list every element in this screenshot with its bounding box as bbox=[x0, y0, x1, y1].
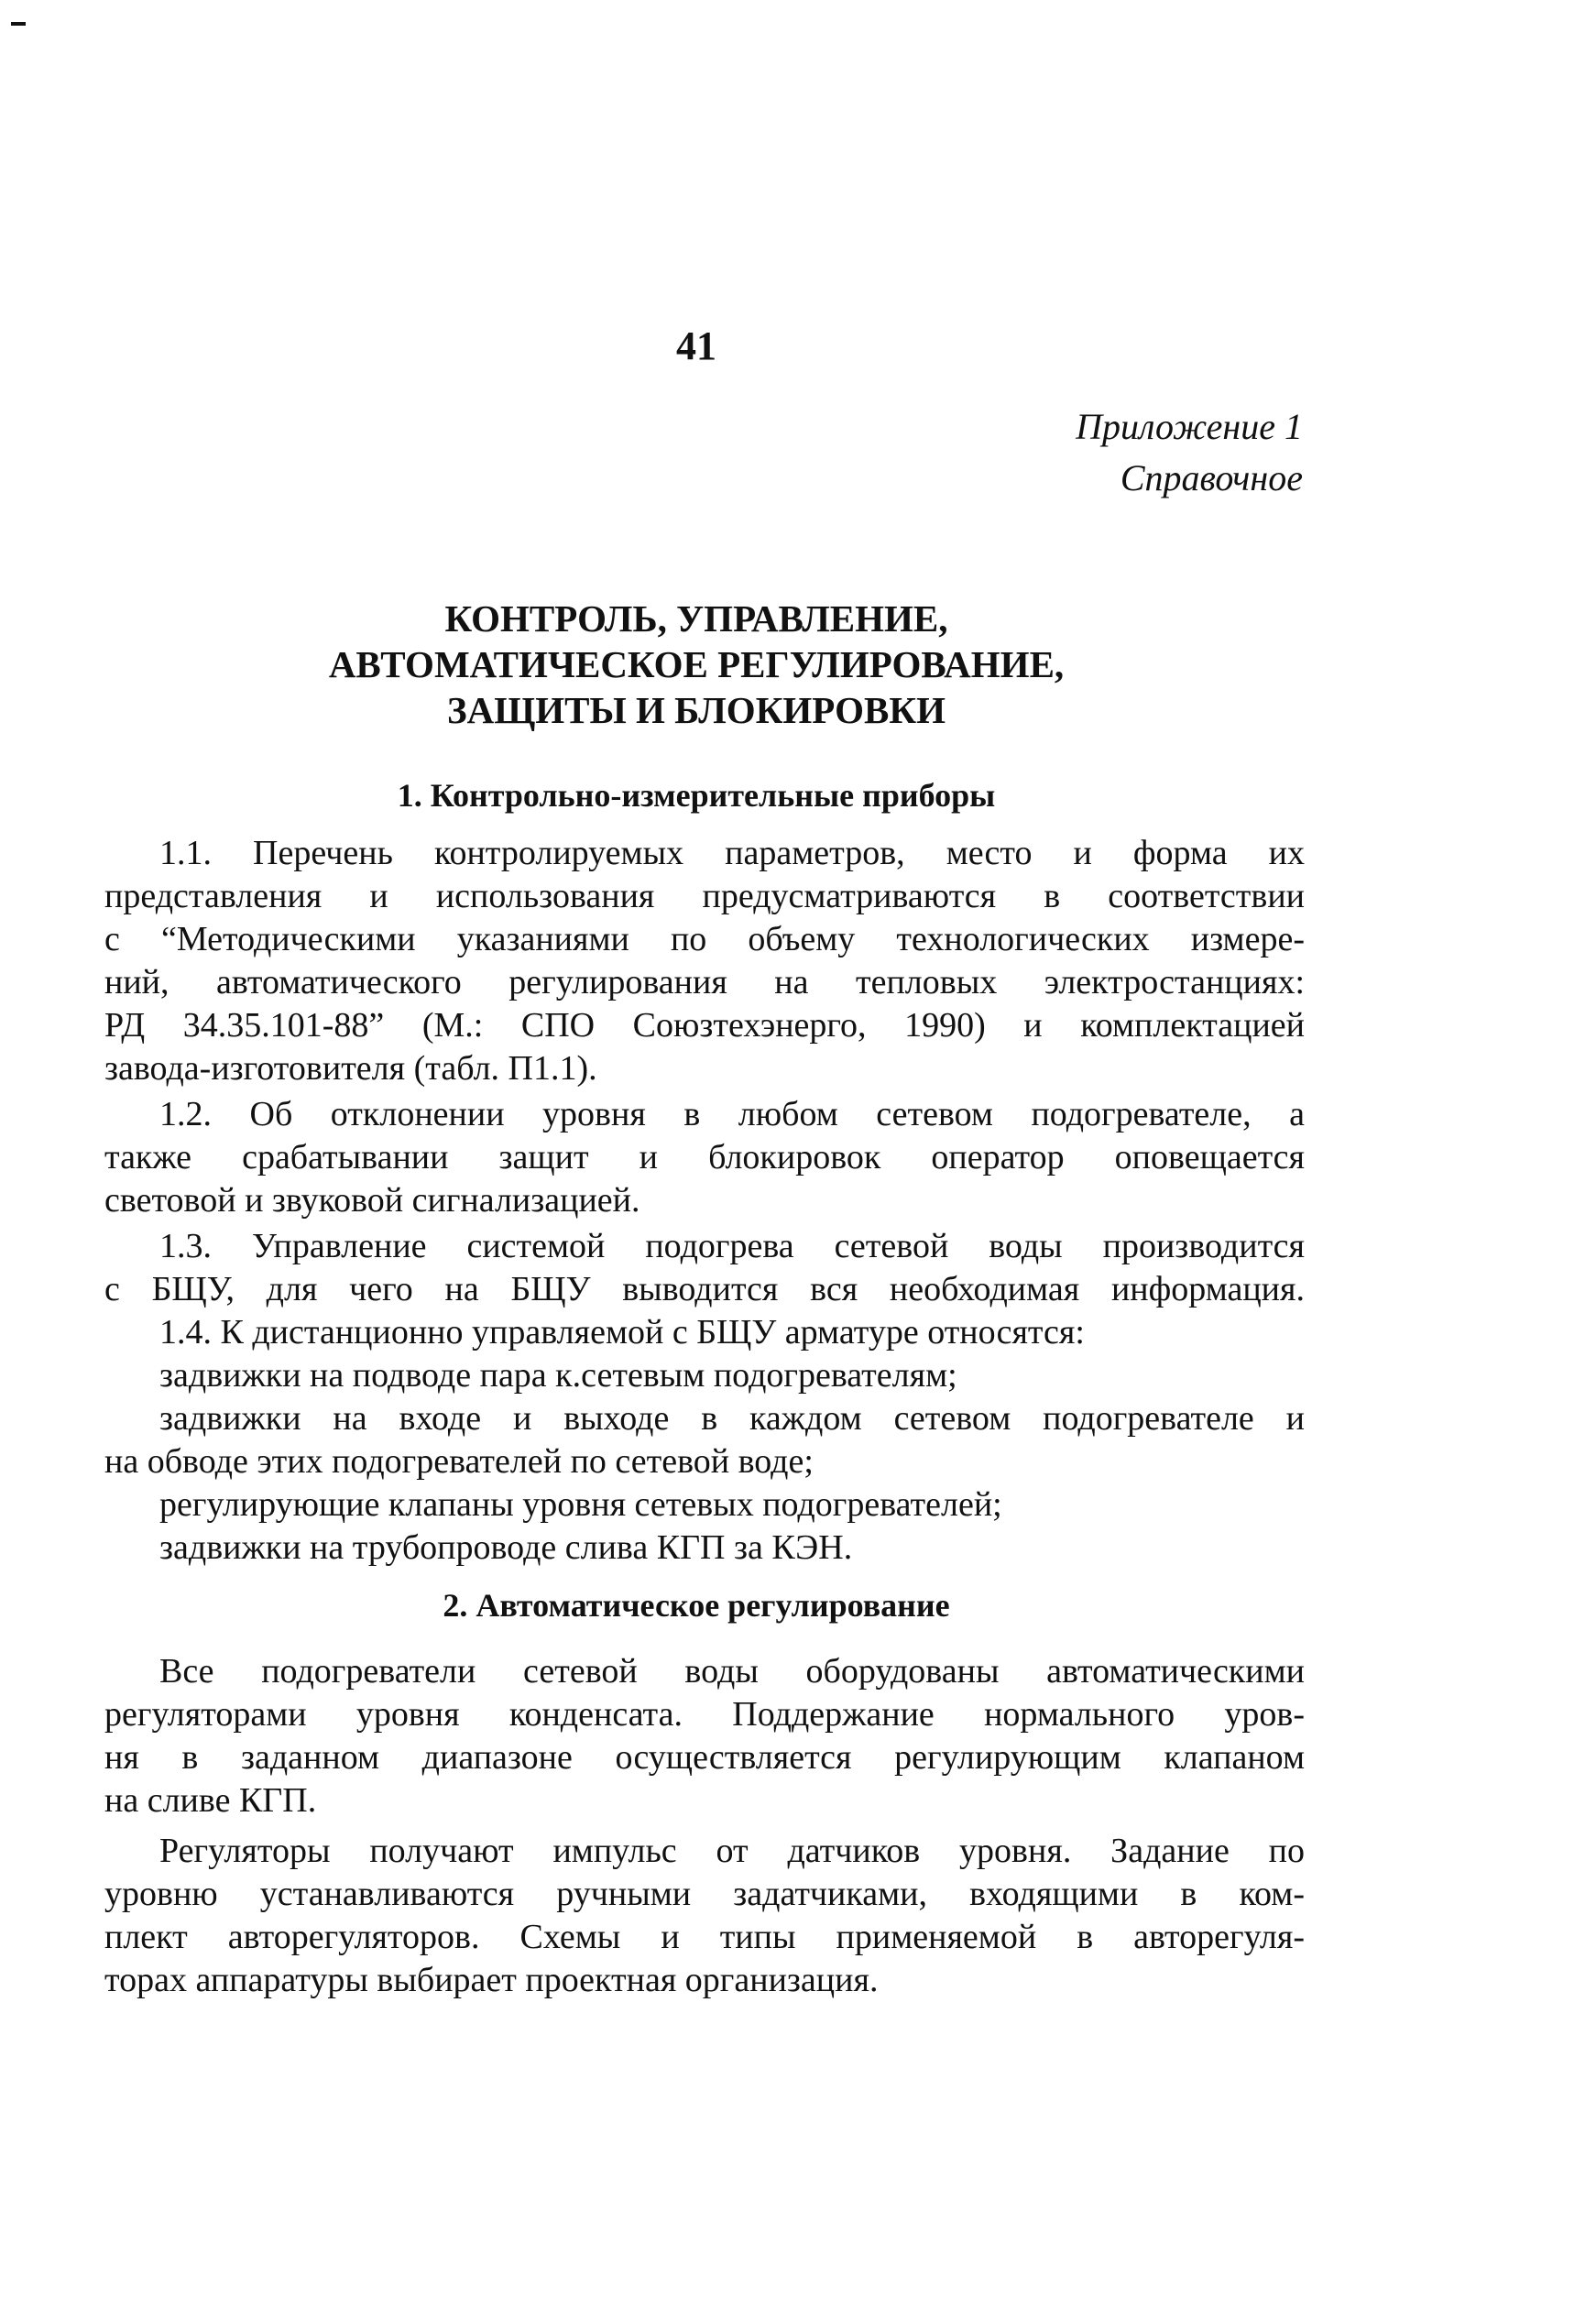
text-line: торах аппаратуры выбирает проектная организация. bbox=[104, 1961, 879, 1999]
section-2-body bbox=[104, 1650, 1305, 2002]
text-line: РД 34.35.101-88” (М.: СПО Союзтехэнерго, 1990) и комплектацией bbox=[104, 1006, 1305, 1045]
text-line: 1.1. Перечень контролируемых параметров, место и форма их bbox=[159, 834, 1305, 872]
list-item bbox=[104, 1483, 1305, 1527]
page-number: 41 bbox=[676, 323, 716, 368]
paragraph-1-3 bbox=[104, 1225, 1305, 1311]
list-item bbox=[104, 1354, 1305, 1397]
paragraph-1-1 bbox=[104, 832, 1305, 1090]
paragraph-2-2 bbox=[104, 1830, 1305, 2002]
text-line: завода-изготовителя (табл. П1.1). bbox=[104, 1049, 597, 1088]
appendix-label bbox=[1076, 401, 1303, 504]
main-title bbox=[0, 596, 1393, 733]
text-line: регулирующие клапаны уровня сетевых подогревателей; bbox=[159, 1485, 1002, 1524]
text-line: Регуляторы получают импульс от датчиков уровня. Задание по bbox=[159, 1832, 1305, 1870]
section-heading: 2. Автоматическое регулирование bbox=[443, 1587, 950, 1624]
section-heading: 1. Контрольно-измерительные приборы bbox=[397, 777, 996, 814]
section-1-body bbox=[104, 832, 1305, 1570]
text-line: с БЩУ, для чего на БЩУ выводится вся необходимая информация. bbox=[104, 1270, 1305, 1308]
text-line: уровню устанавливаются ручными задатчиками, входящими в ком- bbox=[104, 1875, 1305, 1913]
title-line: КОНТРОЛЬ, УПРАВЛЕНИЕ, bbox=[444, 597, 948, 640]
text-line: плект авторегуляторов. Схемы и типы применяемой в авторегуля- bbox=[104, 1918, 1305, 1956]
paragraph-2-1 bbox=[104, 1650, 1305, 1822]
text-line: 1.3. Управление системой подогрева сетевой воды производится bbox=[159, 1227, 1305, 1265]
paragraph-1-4 bbox=[104, 1311, 1305, 1354]
text-line: также срабатывании защит и блокировок оператор оповещается bbox=[104, 1138, 1305, 1176]
text-line: задвижки на трубопроводе слива КГП за КЭН. bbox=[159, 1528, 853, 1567]
scan-mark bbox=[11, 22, 26, 26]
text-line: представления и использования предусматриваются в соответствии bbox=[104, 877, 1305, 915]
text-line: регуляторами уровня конденсата. Поддержание нормального уров- bbox=[104, 1695, 1305, 1734]
appendix-number: Приложение 1 bbox=[1076, 406, 1303, 447]
text-line: 1.4. К дистанционно управляемой с БЩУ арматуре относятся: bbox=[159, 1313, 1085, 1351]
text-line: Все подогреватели сетевой воды оборудованы автоматическими bbox=[159, 1652, 1305, 1691]
text-line: на обводе этих подогревателей по сетевой воде; bbox=[104, 1442, 814, 1481]
text-line: ний, автоматического регулирования на тепловых электростанциях: bbox=[104, 963, 1305, 1001]
text-line: 1.2. Об отклонении уровня в любом сетевом подогревателе, а bbox=[159, 1095, 1305, 1133]
title-line: ЗАЩИТЫ И БЛОКИРОВКИ bbox=[447, 689, 946, 731]
list-item bbox=[104, 1527, 1305, 1570]
text-line: световой и звуковой сигнализацией. bbox=[104, 1181, 640, 1220]
text-line: задвижки на подводе пара к.сетевым подогревателям; bbox=[159, 1356, 957, 1395]
text-line: ня в заданном диапазоне осуществляется регулирующим клапаном bbox=[104, 1738, 1305, 1777]
paragraph-1-2 bbox=[104, 1093, 1305, 1222]
list-item bbox=[104, 1397, 1305, 1483]
title-line: АВТОМАТИЧЕСКОЕ РЕГУЛИРОВАНИЕ, bbox=[328, 643, 1065, 685]
text-line: с “Методическими указаниями по объему технологических измере- bbox=[104, 920, 1305, 958]
appendix-type: Справочное bbox=[1120, 457, 1303, 498]
text-line: задвижки на входе и выходе в каждом сетевом подогревателе и bbox=[159, 1399, 1305, 1438]
text-line: на сливе КГП. bbox=[104, 1781, 317, 1820]
